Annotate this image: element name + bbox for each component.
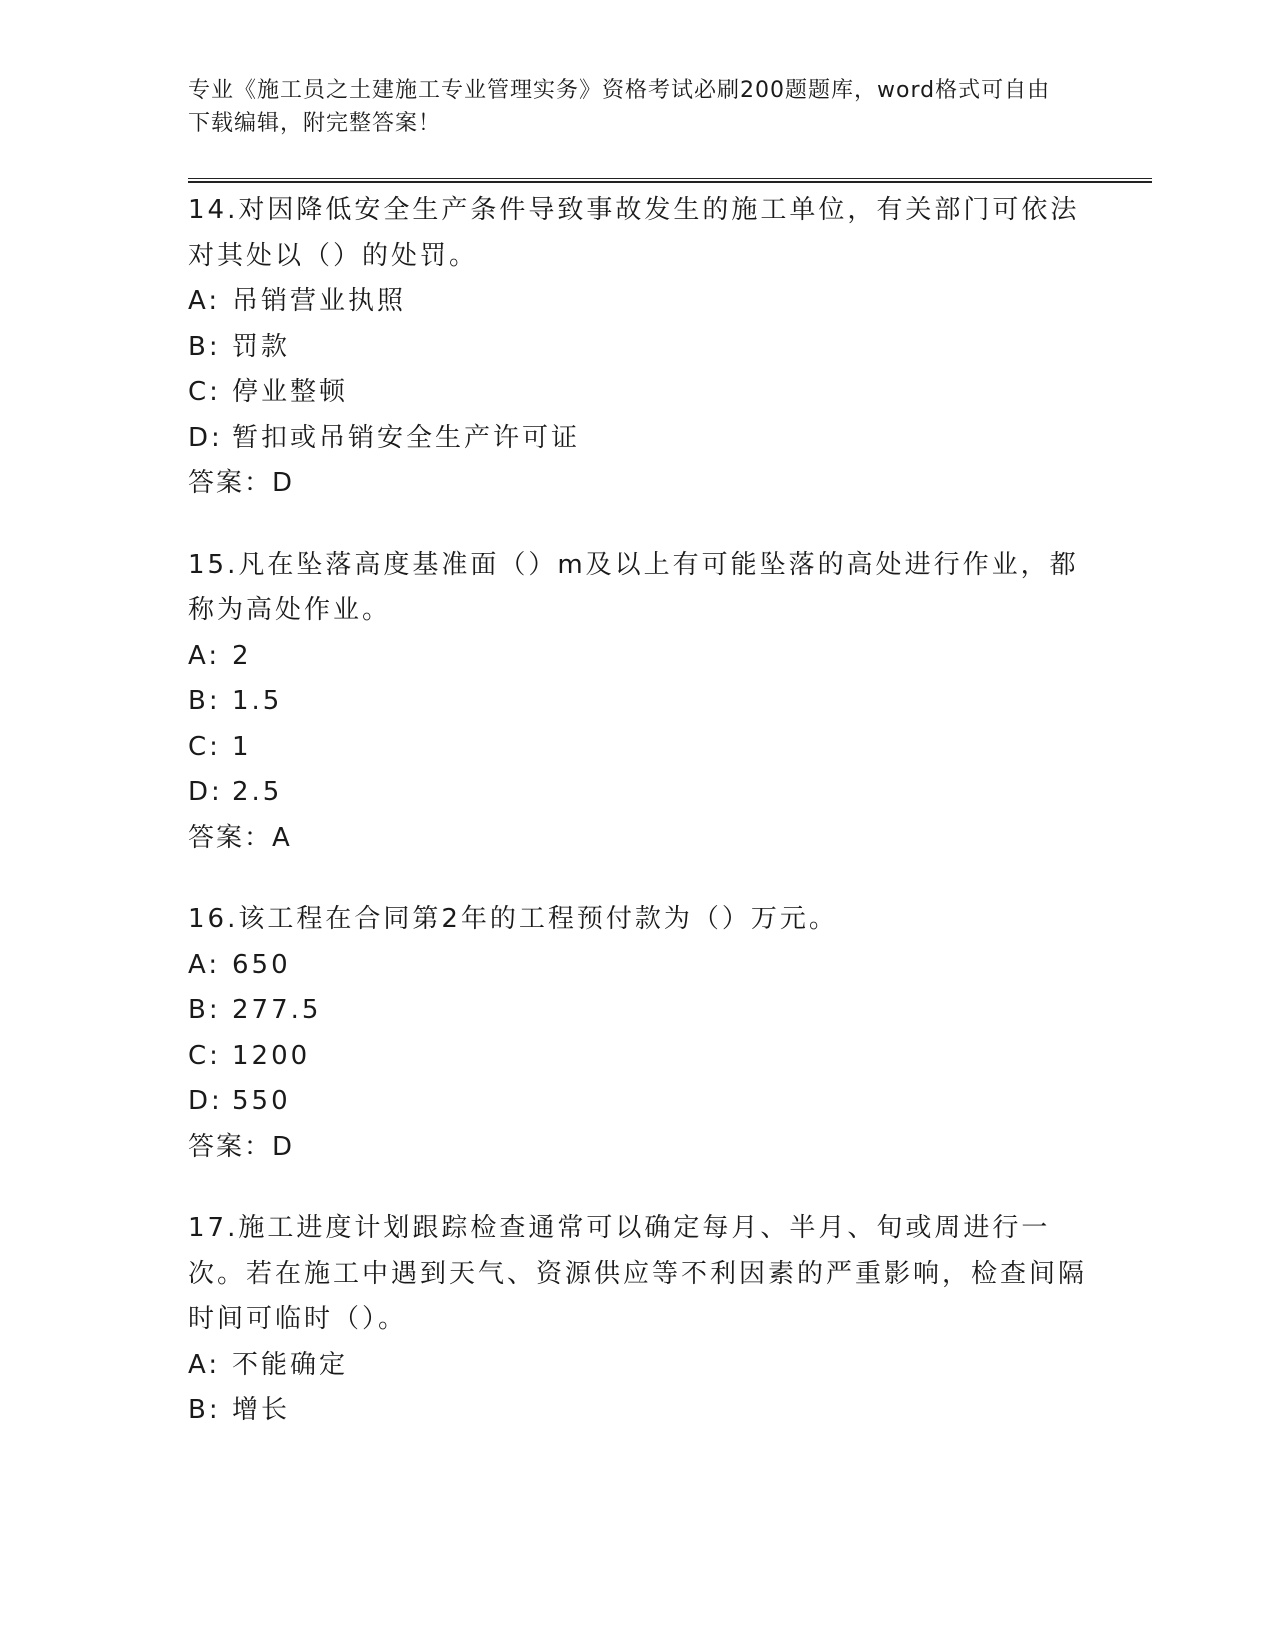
option-text: 吊销营业执照	[232, 286, 407, 316]
question-number: 14.	[188, 195, 239, 225]
option-d	[188, 770, 1088, 816]
option-d	[188, 1079, 1088, 1125]
option-letter: C:	[188, 1040, 221, 1071]
document-header: 专业《施工员之土建施工专业管理实务》资格考试必刷200题题库，word格式可自由下载编辑，附完整答案！	[188, 78, 1051, 136]
question-number: 17.	[188, 1213, 239, 1243]
question-item	[188, 897, 1088, 1170]
option-text: 1.5	[232, 686, 283, 716]
option-b	[188, 988, 1088, 1034]
question-text: 该工程在合同第2年的工程预付款为（）万元。	[238, 904, 838, 934]
option-b	[188, 325, 1088, 371]
option-text: 增长	[232, 1395, 291, 1425]
question-text: 对因降低安全生产条件导致事故发生的施工单位，有关部门可依法对其处以（）的处罚。	[188, 195, 1080, 271]
option-letter: B:	[188, 1395, 221, 1425]
option-letter: A:	[188, 640, 221, 671]
question-item	[188, 543, 1088, 862]
question-stem	[188, 897, 1088, 943]
option-text: 650	[232, 949, 291, 980]
option-text: 1	[232, 731, 252, 762]
option-b	[188, 679, 1088, 725]
option-c	[188, 1034, 1088, 1080]
question-item	[188, 1206, 1088, 1434]
option-text: 暂扣或吊销安全生产许可证	[232, 422, 581, 453]
option-letter: A:	[188, 286, 221, 316]
option-c	[188, 370, 1088, 416]
option-letter: D:	[188, 1086, 223, 1116]
question-list	[188, 188, 1088, 1470]
question-text: 凡在坠落高度基准面（）m及以上有可能坠落的高处进行作业，都称为高处作业。	[188, 549, 1079, 625]
option-text: 550	[232, 1086, 291, 1116]
option-b	[188, 1388, 1088, 1434]
option-c	[188, 725, 1088, 771]
option-text: 2	[232, 640, 252, 671]
option-letter: A:	[188, 1349, 221, 1380]
option-text: 不能确定	[232, 1349, 349, 1380]
option-a	[188, 943, 1088, 989]
option-text: 277.5	[232, 995, 322, 1025]
option-text: 2.5	[232, 777, 283, 807]
answer-line: 答案：D	[188, 468, 295, 498]
question-text: 施工进度计划跟踪检查通常可以确定每月、半月、旬或周进行一次。若在施工中遇到天气、资源供应等不利因素的严重影响，检查间隔时间可临时（）。	[188, 1213, 1088, 1334]
option-letter: D:	[188, 777, 223, 807]
option-text: 停业整顿	[232, 377, 349, 407]
question-stem	[188, 1206, 1088, 1343]
header-divider	[188, 178, 1152, 183]
option-letter: B:	[188, 331, 221, 362]
answer-line: 答案：D	[188, 1131, 295, 1162]
option-a	[188, 634, 1088, 680]
option-text: 1200	[232, 1040, 311, 1071]
question-stem	[188, 543, 1088, 634]
question-stem	[188, 188, 1088, 279]
option-text: 罚款	[232, 331, 291, 362]
question-number: 15.	[188, 549, 239, 580]
option-letter: B:	[188, 995, 221, 1025]
option-letter: B:	[188, 686, 221, 716]
option-a	[188, 1343, 1088, 1389]
option-letter: C:	[188, 377, 221, 407]
question-number: 16.	[188, 904, 239, 934]
option-letter: A:	[188, 949, 221, 980]
option-d	[188, 416, 1088, 462]
option-letter: D:	[188, 422, 223, 453]
question-item	[188, 188, 1088, 507]
option-letter: C:	[188, 731, 221, 762]
option-a	[188, 279, 1088, 325]
answer-line: 答案：A	[188, 822, 292, 853]
